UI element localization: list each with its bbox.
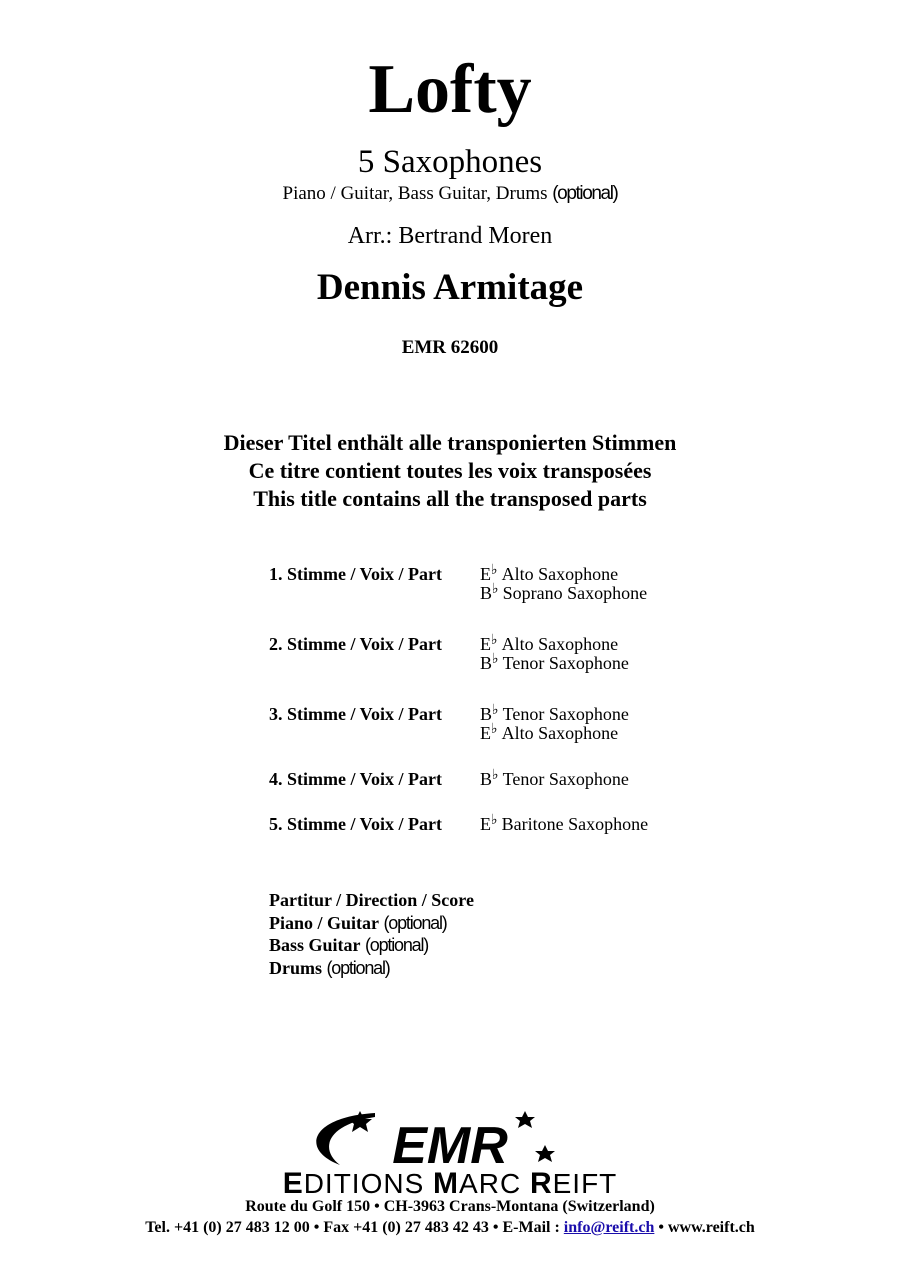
part-label: 1. Stimme / Voix / Part: [269, 564, 442, 584]
instrument-line: [480, 770, 629, 789]
contains-de: Dieser Titel enthält alle transponierten Stimmen: [223, 430, 677, 455]
instrument-key: E: [480, 814, 491, 834]
instrument-key: B: [480, 704, 493, 724]
part-label: 2. Stimme / Voix / Part: [269, 634, 442, 654]
instrument-key: E: [480, 723, 491, 743]
email-link[interactable]: info@reift.ch: [563, 1219, 655, 1236]
part-instruments: [480, 705, 629, 743]
instrument-line: [480, 654, 629, 673]
instrument-line: [480, 724, 629, 743]
instrument-name: Alto Saxophone: [501, 564, 619, 584]
publisher-contact: Tel. +41 (0) 27 483 12 00 • Fax +41 (0) 27 483 42 43 • E-Mail : info@reift.ch • www.reift.ch: [145, 1219, 755, 1236]
contains-fr: Ce titre contient toutes les voix transposées: [248, 458, 652, 483]
extra-piano: Piano / Guitar (optional): [269, 912, 447, 933]
part-instruments: [480, 770, 629, 789]
flat-icon: ♭: [491, 563, 498, 578]
contains-notice: [0, 429, 900, 513]
instrument-line: [480, 815, 648, 834]
part-instruments: [480, 635, 629, 673]
flat-icon: ♭: [492, 703, 499, 718]
accompaniment-list: Piano / Guitar, Bass Guitar, Drums: [282, 183, 548, 204]
instrument-line: [480, 584, 647, 603]
part-instruments: [480, 565, 647, 603]
score-title: Lofty: [368, 51, 532, 128]
instrument-name: Tenor Saxophone: [502, 704, 629, 724]
flat-icon: ♭: [492, 652, 499, 667]
instrumentation: 5 Saxophones: [357, 144, 543, 180]
logo-star-icon: [535, 1145, 555, 1162]
flat-icon: ♭: [492, 768, 499, 783]
flat-icon: ♭: [492, 582, 499, 597]
accompaniment-line: [0, 182, 900, 206]
instrument-line: [480, 565, 647, 584]
instrument-key: E: [480, 634, 491, 654]
composer: Dennis Armitage: [316, 267, 584, 308]
accompaniment-optional: (optional): [552, 183, 618, 204]
instrument-line: [480, 705, 629, 724]
instrument-name: Alto Saxophone: [501, 634, 619, 654]
extra-drums: Drums (optional): [269, 957, 390, 978]
extra-bass: Bass Guitar (optional): [269, 935, 429, 955]
part-instruments: [480, 815, 648, 834]
flat-icon: ♭: [491, 722, 498, 737]
instrument-name: Tenor Saxophone: [502, 653, 629, 673]
instrument-key: E: [480, 564, 491, 584]
part-label: 5. Stimme / Voix / Part: [269, 814, 442, 834]
instrument-key: B: [480, 769, 493, 789]
instrument-key: B: [480, 653, 493, 673]
extra-score: Partitur / Direction / Score: [269, 890, 474, 910]
logo-text: EMR: [392, 1117, 508, 1175]
instrument-name: Tenor Saxophone: [502, 769, 629, 789]
instrument-name: Alto Saxophone: [501, 723, 619, 743]
part-label: 4. Stimme / Voix / Part: [269, 769, 442, 789]
instrument-line: [480, 635, 629, 654]
logo-star-icon: [515, 1111, 535, 1128]
instrument-name: Soprano Saxophone: [502, 583, 648, 603]
part-label: 3. Stimme / Voix / Part: [269, 704, 442, 724]
publisher-name: EDITIONS MARC REIFT: [282, 1167, 618, 1200]
instrument-key: B: [480, 583, 493, 603]
flat-icon: ♭: [491, 813, 498, 828]
instrument-name: Baritone Saxophone: [501, 814, 649, 834]
extra-parts: [269, 889, 474, 979]
publisher-address: Route du Golf 150 • CH-3963 Crans-Montana (Switzerland): [245, 1198, 655, 1215]
flat-icon: ♭: [491, 633, 498, 648]
contains-en: This title contains all the transposed parts: [253, 486, 647, 511]
catalog-number: EMR 62600: [401, 337, 499, 358]
arranger: Arr.: Bertrand Moren: [347, 223, 553, 249]
